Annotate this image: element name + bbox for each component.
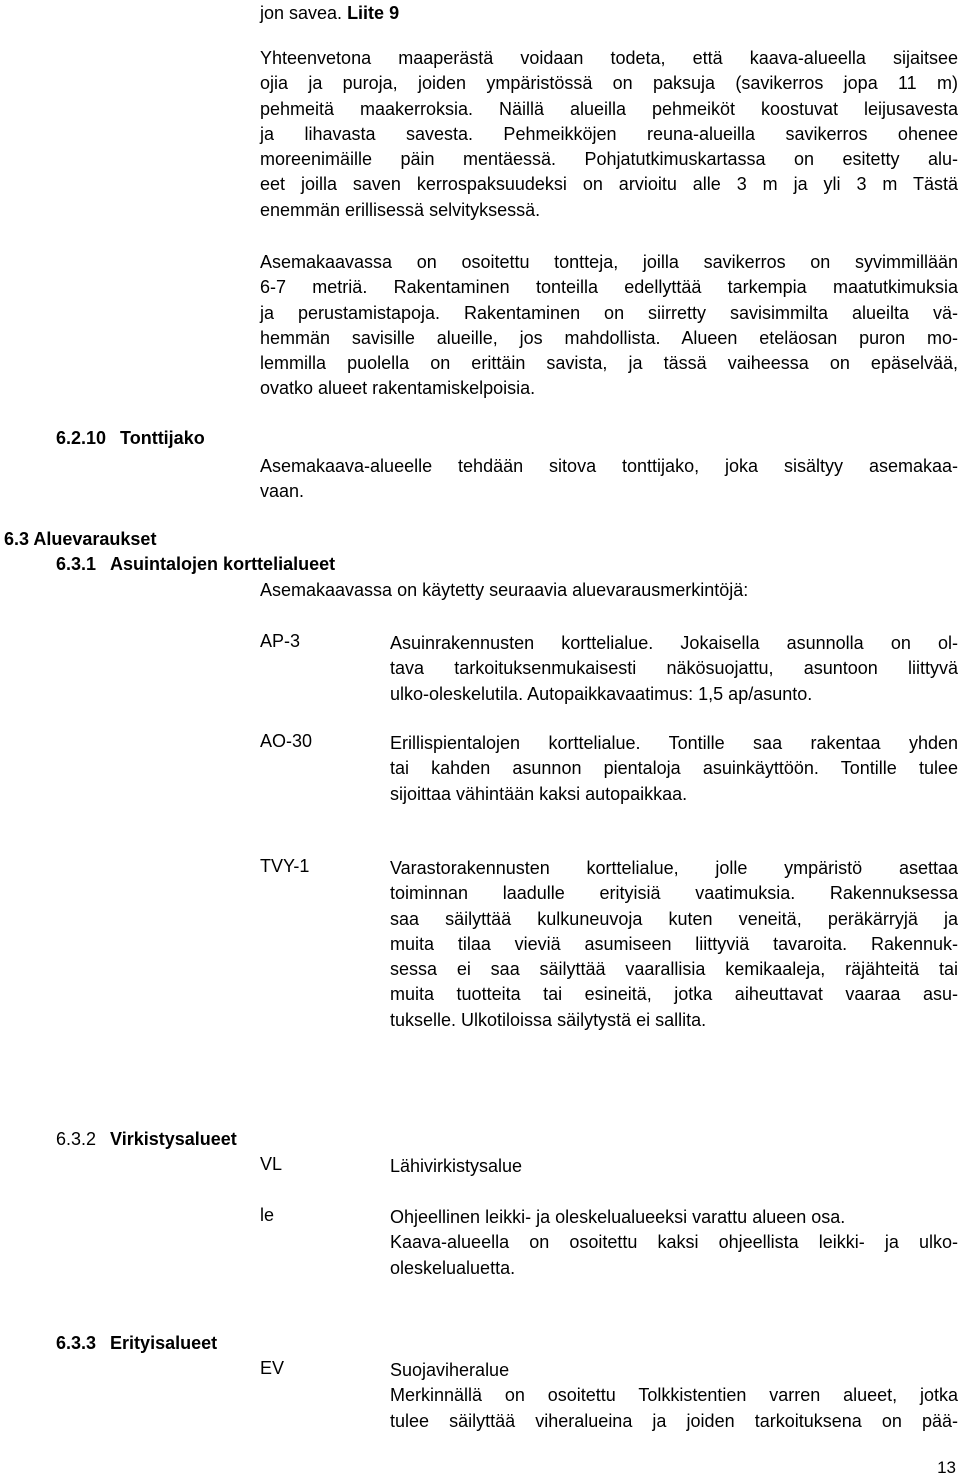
section-6-3-1-heading [56,554,335,575]
text-line: Yhteenvetona maaperästä voidaan todeta, että kaava-alueella sijaitsee [260,48,958,68]
attachment-link[interactable]: Liite 9 [347,3,400,23]
text-line: ojia ja puroja, joiden ympäristössä on paksuja (savikerros jopa 11 m) [260,73,958,94]
zone-desc-le [390,1205,958,1281]
text-line: oleskelualuetta. [390,1257,516,1278]
text-line: enemmän erillisessä selvityksessä. [260,199,541,220]
text-line: eet joilla saven kerrospaksuudeksi on arvioitu alle 3 m ja yli 3 m Tästä [260,174,958,195]
section-number: 6.3.2 [56,1129,97,1149]
text-line: ja perustamistapoja. Rakentaminen on siirretty savisimmilta alueilta vä- [260,302,958,323]
top-line [260,2,399,24]
text-line: sessa ei saa säilyttää vaarallisia kemikaaleja, räjähteitä tai [390,959,958,980]
text-line: Erillispientalojen korttelialue. Tontille saa rakentaa yhden [390,733,958,753]
section-6-3-heading [4,529,156,550]
zone-code-ap-3: AP-3 [260,631,301,651]
zone-code-vl: VL [260,1154,283,1174]
text-line: sijoittaa vähintään kaksi autopaikkaa. [390,783,688,804]
text-line: ovatko alueet rakentamiskelpoisia. [260,378,536,399]
plan-paragraph [260,250,958,402]
section-title: Erityisalueet [110,1333,218,1353]
text-line: Ohjeellinen leikki- ja oleskelualueeksi varattu alueen osa. [390,1207,846,1227]
text-line: saa säilyttää kulkuneuvoja kuten veneitä, peräkärryjä ja [390,908,958,929]
text-line: tava tarkoituksenmukaisesti näkösuojattu, asuntoon liittyvä [390,658,958,679]
text-line: Varastorakennusten korttelialue, jolle ympäristö asettaa [390,858,958,878]
section-number: 6.3 [4,529,30,549]
zone-code-ev: EV [260,1358,285,1378]
zone-desc-ao-30 [390,731,958,807]
zone-desc-vl [390,1154,958,1179]
text-line: ja lihavasta savesta. Pehmeikköjen reuna-alueilla savikerros ohenee [260,123,958,144]
zone-code-ao-30: AO-30 [260,731,313,751]
text-line: Kaava-alueella on osoitettu kaksi ohjeellista leikki- ja ulko- [390,1232,958,1253]
text-line: pehmeitä maakerroksia. Näillä alueilla pehmeiköt koostuvat leijusavesta [260,98,958,119]
text-line: Suojaviheralue [390,1360,510,1380]
text-line: moreenimäille päin mentäessä. Pohjatutkimuskartassa on esitetty alu- [260,149,958,170]
section-6-3-1-intro: Asemakaavassa on käytetty seuraavia aluevarausmerkintöjä: [260,580,749,600]
text-line: tai kahden asunnon pientaloja asuinkäyttöön. Tontille tulee [390,758,958,779]
section-6-2-10-text [260,454,958,505]
text-line: Asemakaavassa on osoitettu tontteja, joilla savikerros on syvimmillään [260,252,958,272]
zone-code-tvy-1: TVY-1 [260,856,310,876]
section-6-3-3-heading [56,1333,217,1354]
text-line: 6-7 metriä. Rakentaminen tonteilla edellyttää tarkempia maatutkimuksia [260,277,958,298]
text-line: toiminnan laadulle erityisiä vaatimuksia. Rakennuksessa [390,883,958,904]
soil-summary-paragraph [260,46,958,223]
zone-desc-tvy-1 [390,856,958,1033]
section-title: Tonttijako [120,428,205,448]
text-line: vaan. [260,481,305,502]
text-line: tulee säilyttää viheralueina ja joiden tarkoituksena on pää- [390,1410,958,1431]
section-number: 6.2.10 [56,428,107,448]
top-line-text: jon savea. [260,3,348,23]
section-title: Aluevaraukset [33,529,157,549]
section-number: 6.3.3 [56,1333,97,1353]
text-line: Lähivirkistysalue [390,1156,523,1176]
page-number: 13 [937,1458,956,1477]
zone-desc-ap-3 [390,631,958,707]
zone-code-le: le [260,1205,275,1225]
section-6-2-10-heading [56,428,205,449]
text-line: muita tilaa vieviä asumiseen liittyviä tavaroita. Rakennuk- [390,933,958,954]
text-line: hemmän savisille alueille, jos mahdollista. Alueen eteläosan puron mo- [260,327,958,348]
text-line: muita tuotteita tai esineitä, jotka aiheuttavat vaaraa asu- [390,984,958,1005]
text-line: Merkinnällä on osoitettu Tolkkistentien varren alueet, jotka [390,1385,958,1406]
text-line: Asuinrakennusten korttelialue. Jokaisella asunnolla on ol- [390,633,958,653]
zone-desc-ev [390,1358,958,1434]
section-title: Virkistysalueet [110,1129,237,1149]
section-title: Asuintalojen korttelialueet [110,554,336,574]
section-6-3-2-heading [56,1129,237,1150]
text-line: tukselle. Ulkotiloissa säilytystä ei sallita. [390,1009,707,1030]
text-line: ulko-oleskelutila. Autopaikkavaatimus: 1,5 ap/asunto. [390,683,813,704]
text-line: Asemakaava-alueelle tehdään sitova tonttijako, joka sisältyy asemakaa- [260,456,958,476]
section-number: 6.3.1 [56,554,97,574]
text-line: lemmilla puolella on erittäin savista, ja tässä vaiheessa on epäselvää, [260,353,958,374]
